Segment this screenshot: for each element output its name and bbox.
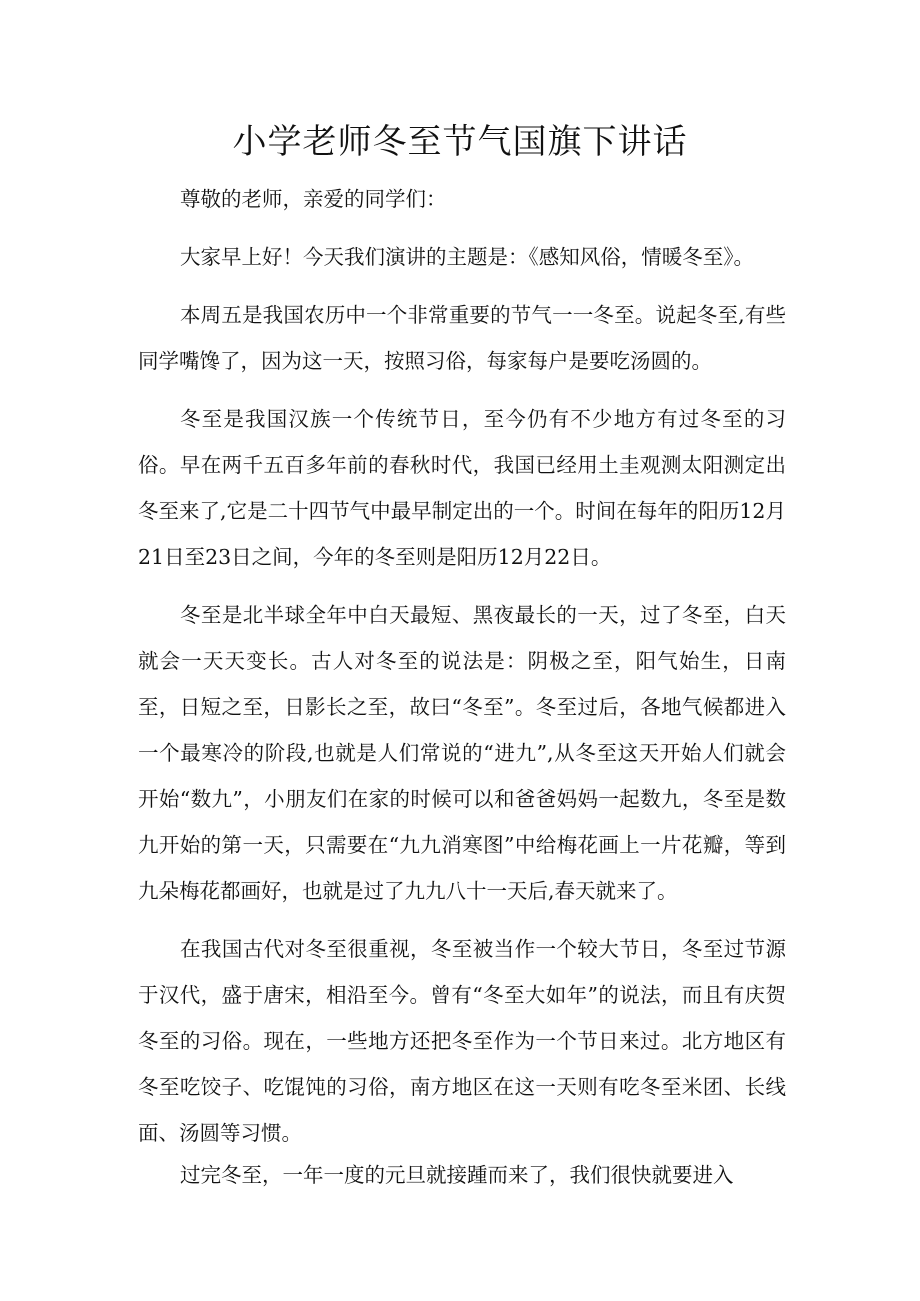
paragraph-intro: 本周五是我国农历中一个非常重要的节气一一冬至。说起冬至,有些同学嘴馋了，因为这一天，按照习俗，每家每户是要吃汤圆的。 <box>138 303 786 373</box>
paragraph-greeting: 大家早上好！今天我们演讲的主题是：《感知风俗，情暖冬至》。 <box>180 245 754 269</box>
paragraph-meaning: 冬至是北半球全年中白天最短、黑夜最长的一天，过了冬至，白天就会一天天变长。古人对冬至的说法是：阴极之至，阳气始生，日南至，日短之至，日影长之至，故曰“冬至”。冬至过后，各地气候都进入一个最寒冷的阶段,也就是人们常说的“进九”,从冬至这天开始人们就会开始“数九”，小朋友们在家的时候可以和爸爸妈妈一起数九，冬至是数九开始的第一天，只需要在“九九消寒图”中给梅花画上一片花瓣，等到九朵梅花都画好，也就是过了九九八十一天后,春天就来了。 <box>138 603 786 903</box>
salutation: 尊敬的老师，亲爱的同学们： <box>180 187 447 211</box>
paragraph-closing: 过完冬至，一年一度的元旦就接踵而来了，我们很快就要进入 <box>180 1163 734 1187</box>
paragraph-history: 冬至是我国汉族一个传统节日，至今仍有不少地方有过冬至的习俗。早在两千五百多年前的春秋时代，我国已经用土圭观测太阳测定出冬至来了,它是二十四节气中最早制定出的一个。时间在每年的阳历12月21日至23日之间，今年的冬至则是阳历12月22日。 <box>138 407 786 569</box>
paragraph-customs: 在我国古代对冬至很重视，冬至被当作一个较大节日，冬至过节源于汉代，盛于唐宋，相沿至今。曾有“冬至大如年”的说法，而且有庆贺冬至的习俗。现在，一些地方还把冬至作为一个节日来过。北方地区有冬至吃饺子、吃馄饨的习俗，南方地区在这一天则有吃冬至米团、长线面、汤圆等习惯。 <box>138 937 786 1145</box>
document-title: 小学老师冬至节气国旗下讲话 <box>232 122 688 162</box>
document-body <box>138 176 786 1198</box>
